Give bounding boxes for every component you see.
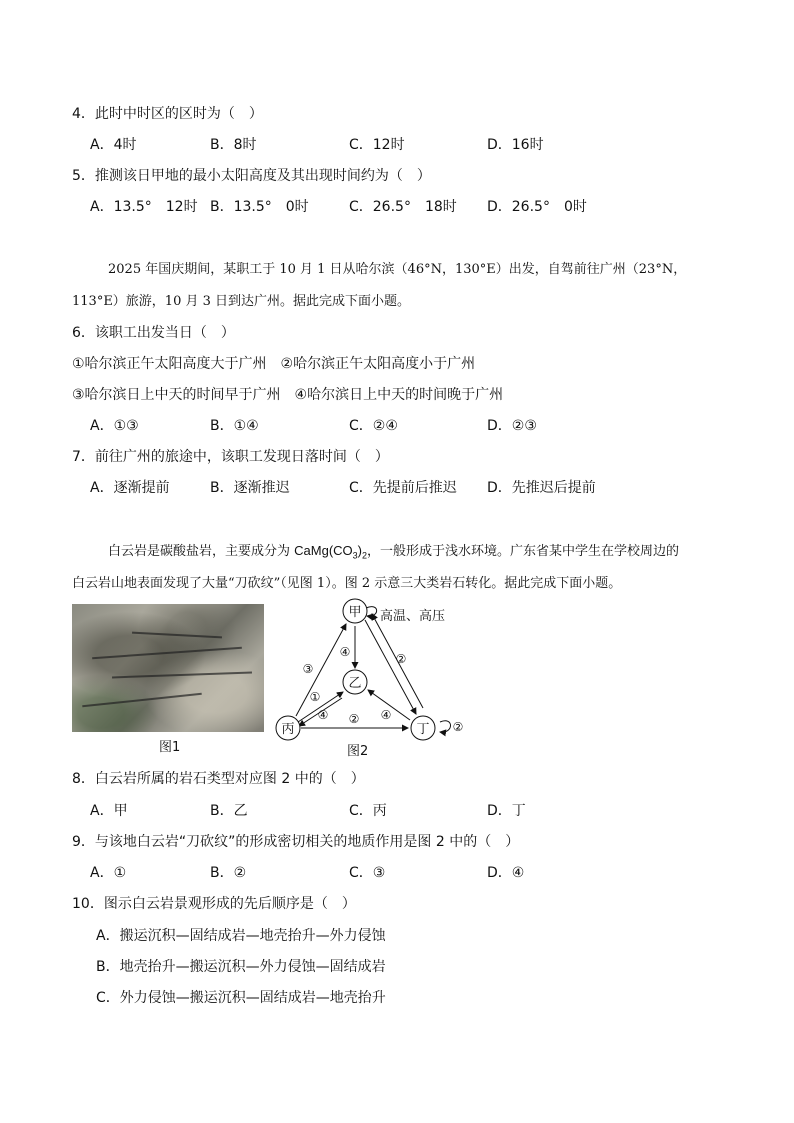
- passage-1-line-1: 2025 年国庆期间，某职工于 10 月 1 日从哈尔滨（46°N，130°E）出发，自驾前往广州（23°N，: [108, 262, 687, 277]
- arrow-jia-self: [366, 607, 377, 617]
- q8-option-b[interactable]: B．乙: [210, 803, 248, 819]
- q7-option-a[interactable]: A．逐渐提前: [90, 480, 170, 496]
- question-5-stem: 5．推测该日甲地的最小太阳高度及其出现时间约为（ ）: [72, 168, 431, 184]
- q5-option-b[interactable]: B．13.5° 0时: [210, 199, 309, 215]
- q6-option-b[interactable]: B．①④: [210, 418, 259, 434]
- question-10-stem: 10．图示白云岩景观形成的先后顺序是（ ）: [72, 896, 356, 912]
- q10-option-b[interactable]: B．地壳抬升—搬运沉积—外力侵蚀—固结成岩: [96, 959, 386, 975]
- label-bing-jia: ③: [302, 662, 314, 676]
- label-ding-yi: ④: [380, 708, 392, 722]
- formula-sub-3: 3: [352, 550, 358, 561]
- question-6-stem: 6．该职工出发当日（ ）: [72, 325, 235, 341]
- q8-option-c[interactable]: C．丙: [349, 803, 387, 819]
- rock-cycle-diagram: [268, 598, 468, 746]
- label-ding-self: ②: [452, 720, 464, 734]
- q6-option-a[interactable]: A．①③: [90, 418, 139, 434]
- q4-option-b[interactable]: B．8时: [210, 137, 257, 153]
- label-yi-bing: ④: [317, 708, 329, 722]
- chemical-formula: [294, 543, 368, 561]
- label-jia-ding: ②: [395, 652, 407, 666]
- label-bing-ding: ②: [348, 712, 360, 726]
- q9-option-b[interactable]: B．②: [210, 865, 247, 881]
- node-yi-label: 乙: [348, 676, 362, 691]
- q4-option-d[interactable]: D．16时: [487, 137, 544, 153]
- q9-option-d[interactable]: D．④: [487, 865, 525, 881]
- q6-option-c[interactable]: C．②④: [349, 418, 398, 434]
- formula-main: CaMg(CO: [294, 543, 353, 558]
- q9-option-c[interactable]: C．③: [349, 865, 386, 881]
- question-8-stem: 8．白云岩所属的岩石类型对应图 2 中的（ ）: [72, 771, 365, 787]
- q7-option-b[interactable]: B．逐渐推迟: [210, 480, 290, 496]
- dolomite-photo: [72, 604, 264, 732]
- q5-option-d[interactable]: D．26.5° 0时: [487, 199, 587, 215]
- figure-1-caption: 图1: [159, 740, 181, 755]
- q5-option-a[interactable]: A．13.5° 12时: [90, 199, 198, 215]
- q7-option-c[interactable]: C．先提前后推迟: [349, 480, 457, 496]
- arrow-ding-self: [440, 721, 451, 732]
- label-bing-yi: ①: [309, 690, 321, 704]
- node-ding-label: 丁: [416, 722, 430, 737]
- passage-2-line-2: 白云岩山地表面发现了大量“刀砍纹”（见图 1）。图 2 示意三大类岩石转化。据此完成下面小题。: [72, 576, 622, 591]
- q5-option-c[interactable]: C．26.5° 18时: [349, 199, 457, 215]
- passage-2-text-a: 白云岩是碳酸盐岩，主要成分为: [108, 544, 295, 559]
- passage-1-line-2: 113°E）旅游，10 月 3 日到达广州。据此完成下面小题。: [72, 294, 411, 309]
- label-jia-yi: ④: [339, 645, 351, 659]
- node-bing-label: 丙: [281, 722, 295, 737]
- question-4-stem: 4．此时中时区的区时为（ ）: [72, 106, 263, 122]
- question-7-stem: 7．前往广州的旅途中，该职工发现日落时间（ ）: [72, 449, 389, 465]
- figure-2-caption: 图2: [347, 744, 369, 759]
- formula-close: ): [357, 543, 363, 558]
- q10-option-c[interactable]: C．外力侵蚀—搬运沉积—固结成岩—地壳抬升: [96, 990, 386, 1006]
- q6-option-d[interactable]: D．②③: [487, 418, 537, 434]
- formula-sub-2: 2: [362, 550, 368, 561]
- q6-statement-1: ①哈尔滨正午太阳高度大于广州 ②哈尔滨正午太阳高度小于广州: [72, 356, 476, 372]
- q10-option-a[interactable]: A．搬运沉积—固结成岩—地壳抬升—外力侵蚀: [96, 928, 386, 944]
- q7-option-d[interactable]: D．先推迟后提前: [487, 480, 596, 496]
- question-9-stem: 9．与该地白云岩“刀砍纹”的形成密切相关的地质作用是图 2 中的（ ）: [72, 834, 520, 850]
- q4-option-a[interactable]: A．4时: [90, 137, 137, 153]
- node-jia-label: 甲: [348, 605, 362, 620]
- condition-label: 高温、高压: [380, 609, 446, 624]
- arrow-jia-to-ding: [365, 620, 416, 714]
- q8-option-d[interactable]: D．丁: [487, 803, 526, 819]
- passage-2-line-1: [108, 540, 679, 561]
- passage-2-text-b: ，一般形成于浅水环境。广东省某中学生在学校周边的: [367, 544, 680, 559]
- q4-option-c[interactable]: C．12时: [349, 137, 405, 153]
- q8-option-a[interactable]: A．甲: [90, 803, 128, 819]
- q6-statement-2: ③哈尔滨日上中天的时间早于广州 ④哈尔滨日上中天的时间晚于广州: [72, 387, 504, 403]
- q9-option-a[interactable]: A．①: [90, 865, 127, 881]
